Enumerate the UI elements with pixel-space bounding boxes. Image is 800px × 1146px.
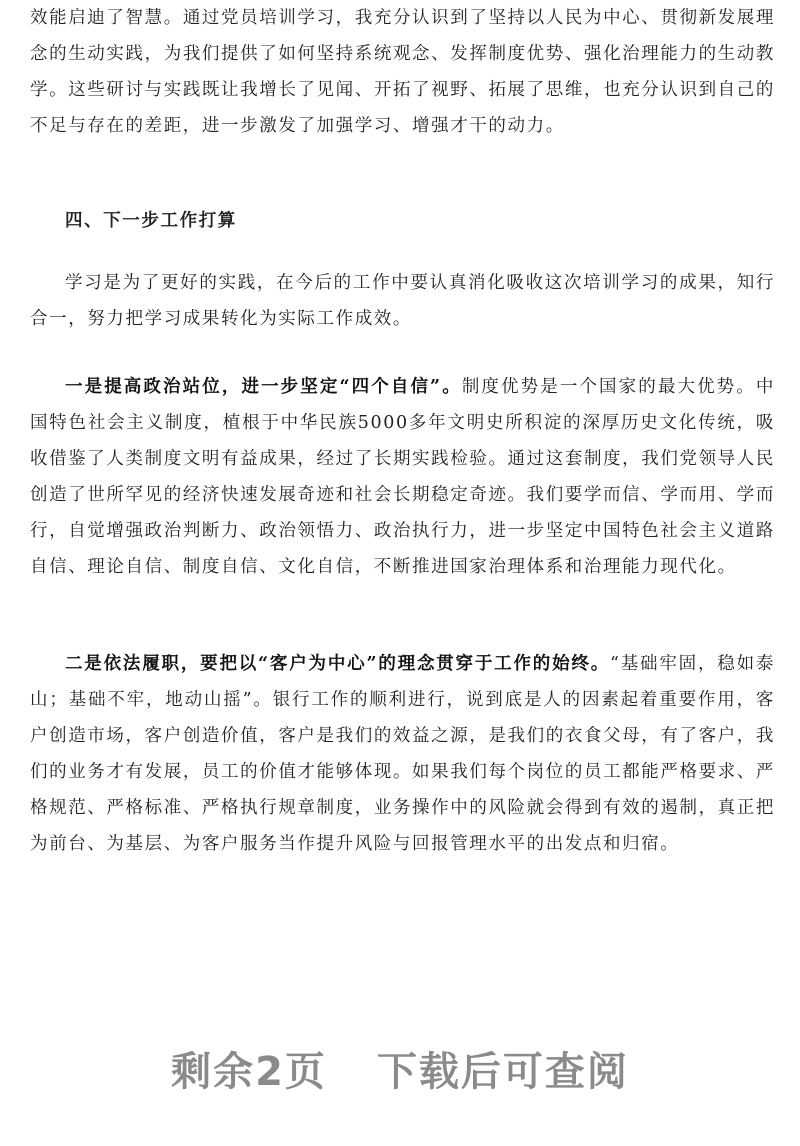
paragraph-continuation: 效能启迪了智慧。通过党员培训学习，我充分认识到了坚持以人民为中心、贯彻新发展理念的生动实践，为我们提供了如何坚持系统观念、发挥制度优势、强化治理能力的生动教学。这些研讨与实践既让我增长了见闻、开拓了视野、拓展了思维，也充分认识到自己的不足与存在的差距，进一步激发了加强学习、增强才干的动力。 (30, 8, 775, 136)
paragraph-point-one (30, 369, 775, 585)
point-one-body: 制度优势是一个国家的最大优势。中国特色社会主义制度，植根于中华民族5000多年文明史所积淀的深厚历史文化传统，吸收借鉴了人类制度文明有益成果，经过了长期实践检验。通过这套制度，我们党领导人民创造了世所罕见的经济快速发展奇迹和社会长期稳定奇迹。我们要学而信、学而用、学而行，自觉增强政治判断力、政治领悟力、政治执行力，进一步坚定中国特色社会主义道路自信、理论自信、制度自信、文化自信，不断推进国家治理体系和治理能力现代化。 (30, 377, 775, 577)
download-footer[interactable] (0, 1040, 800, 1097)
point-one-lead: 一是提高政治站位，进一步坚定“四个自信”。 (65, 377, 462, 397)
paragraph-intro-next-steps: 学习是为了更好的实践，在今后的工作中要认真消化吸收这次培训学习的成果，知行合一，努力把学习成果转化为实际工作成效。 (30, 273, 775, 329)
section-heading-next-steps: 四、下一步工作打算 (65, 211, 237, 231)
point-two-body: “基础牢固，稳如泰山；基础不牢，地动山摇”。银行工作的顺利进行，说到底是人的因素起着重要作用，客户创造市场，客户创造价值，客户是我们的效益之源，是我们的衣食父母，有了客户，我们的业务才有发展，员工的价值才能够体现。如果我们每个岗位的员工都能严格要求、严格规范、严格标准、严格执行规章制度，业务操作中的风险就会得到有效的遏制，真正把为前台、为基层、为客户服务当作提升风险与回报管理水平的出发点和归宿。 (30, 654, 775, 854)
paragraph-point-two (30, 646, 775, 862)
point-two-lead: 二是依法履职，要把以“客户为中心”的理念贯穿于工作的始终。 (65, 654, 610, 674)
remaining-pages-text: 剩余2页 (171, 1049, 327, 1095)
download-hint-text: 下载后可查阅 (376, 1049, 629, 1095)
